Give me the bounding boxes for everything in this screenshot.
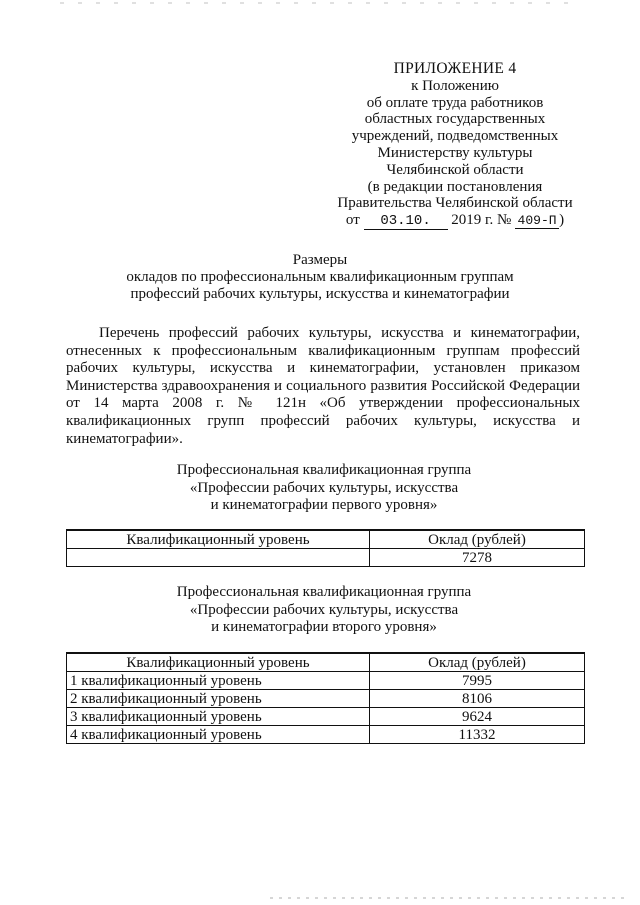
group-1-title <box>66 462 582 515</box>
appendix-stamp <box>330 61 580 230</box>
sign-prefix: от <box>345 212 360 229</box>
scan-artifact-bottom <box>270 897 630 899</box>
level-cell <box>67 549 370 567</box>
table-row <box>67 549 585 567</box>
table-row <box>67 726 585 744</box>
table-row <box>67 708 585 726</box>
group-2-salary-table <box>66 652 585 744</box>
group-title-line: Профессиональная квалификационная группа <box>176 462 472 478</box>
level-cell: 2 квалификационный уровень <box>67 690 370 708</box>
sign-suffix: ) <box>559 212 565 229</box>
salary-cell: 7995 <box>370 672 585 690</box>
group-1-salary-table <box>66 529 585 567</box>
column-header-level: Квалификационный уровень <box>67 530 370 549</box>
group-title-line: «Профессии рабочих культуры, искусства <box>189 601 459 618</box>
group-2-title <box>66 584 582 637</box>
heading-line: Размеры <box>292 252 348 268</box>
salary-cell: 7278 <box>370 549 585 567</box>
scan-artifact-top <box>60 2 580 4</box>
intro-paragraph: Перечень профессий рабочих культуры, искусства и кинематографии, отнесенных к профессиональным квалификационным группам профессий рабочих культуры, искусства и кинематографии, установлен приказом Министерства здравоохранения и социального развития Российской Федерации от 14 марта 2008 г. № 121н «Об утверждении профессиональных квалификационных групп профессий рабочих культуры, искусства и кинематографии». <box>66 325 580 447</box>
table-header-row <box>67 653 585 672</box>
column-header-salary: Оклад (рублей) <box>370 653 585 672</box>
group-title-line: Профессиональная квалификационная группа <box>176 584 472 600</box>
level-cell: 4 квалификационный уровень <box>67 726 370 744</box>
appendix-line: учреждений, подведомственных <box>351 128 559 145</box>
salary-cell: 9624 <box>370 708 585 726</box>
table-header-row <box>67 530 585 549</box>
table-row <box>67 690 585 708</box>
appendix-line: к Положению <box>411 77 499 94</box>
heading-line: профессий рабочих культуры, искусства и кинематографии <box>130 286 510 302</box>
document-heading <box>60 252 580 303</box>
appendix-line: Правительства Челябинской области <box>337 195 573 212</box>
column-header-level: Квалификационный уровень <box>67 653 370 672</box>
appendix-line: Челябинской области <box>386 161 524 178</box>
group-title-line: «Профессии рабочих культуры, искусства <box>189 479 459 496</box>
appendix-line: Министерству культуры <box>377 144 533 161</box>
table-row <box>67 672 585 690</box>
column-header-salary: Оклад (рублей) <box>370 530 585 549</box>
appendix-line: областных государственных <box>364 111 546 128</box>
appendix-line: (в редакции постановления <box>367 178 543 195</box>
resolution-number: 409-П <box>515 213 559 229</box>
appendix-title: ПРИЛОЖЕНИЕ 4 <box>393 60 517 77</box>
salary-cell: 11332 <box>370 726 585 744</box>
resolution-year: 2019 г. № <box>451 212 512 229</box>
resolution-reference <box>330 212 580 230</box>
heading-line: окладов по профессиональным квалификационным группам <box>126 269 514 285</box>
level-cell: 1 квалификационный уровень <box>67 672 370 690</box>
appendix-line: об оплате труда работников <box>366 94 544 111</box>
salary-cell: 8106 <box>370 690 585 708</box>
level-cell: 3 квалификационный уровень <box>67 708 370 726</box>
group-title-line: и кинематографии первого уровня» <box>210 497 438 513</box>
resolution-date: 03.10. <box>364 214 448 230</box>
group-title-line: и кинематографии второго уровня» <box>211 619 437 635</box>
